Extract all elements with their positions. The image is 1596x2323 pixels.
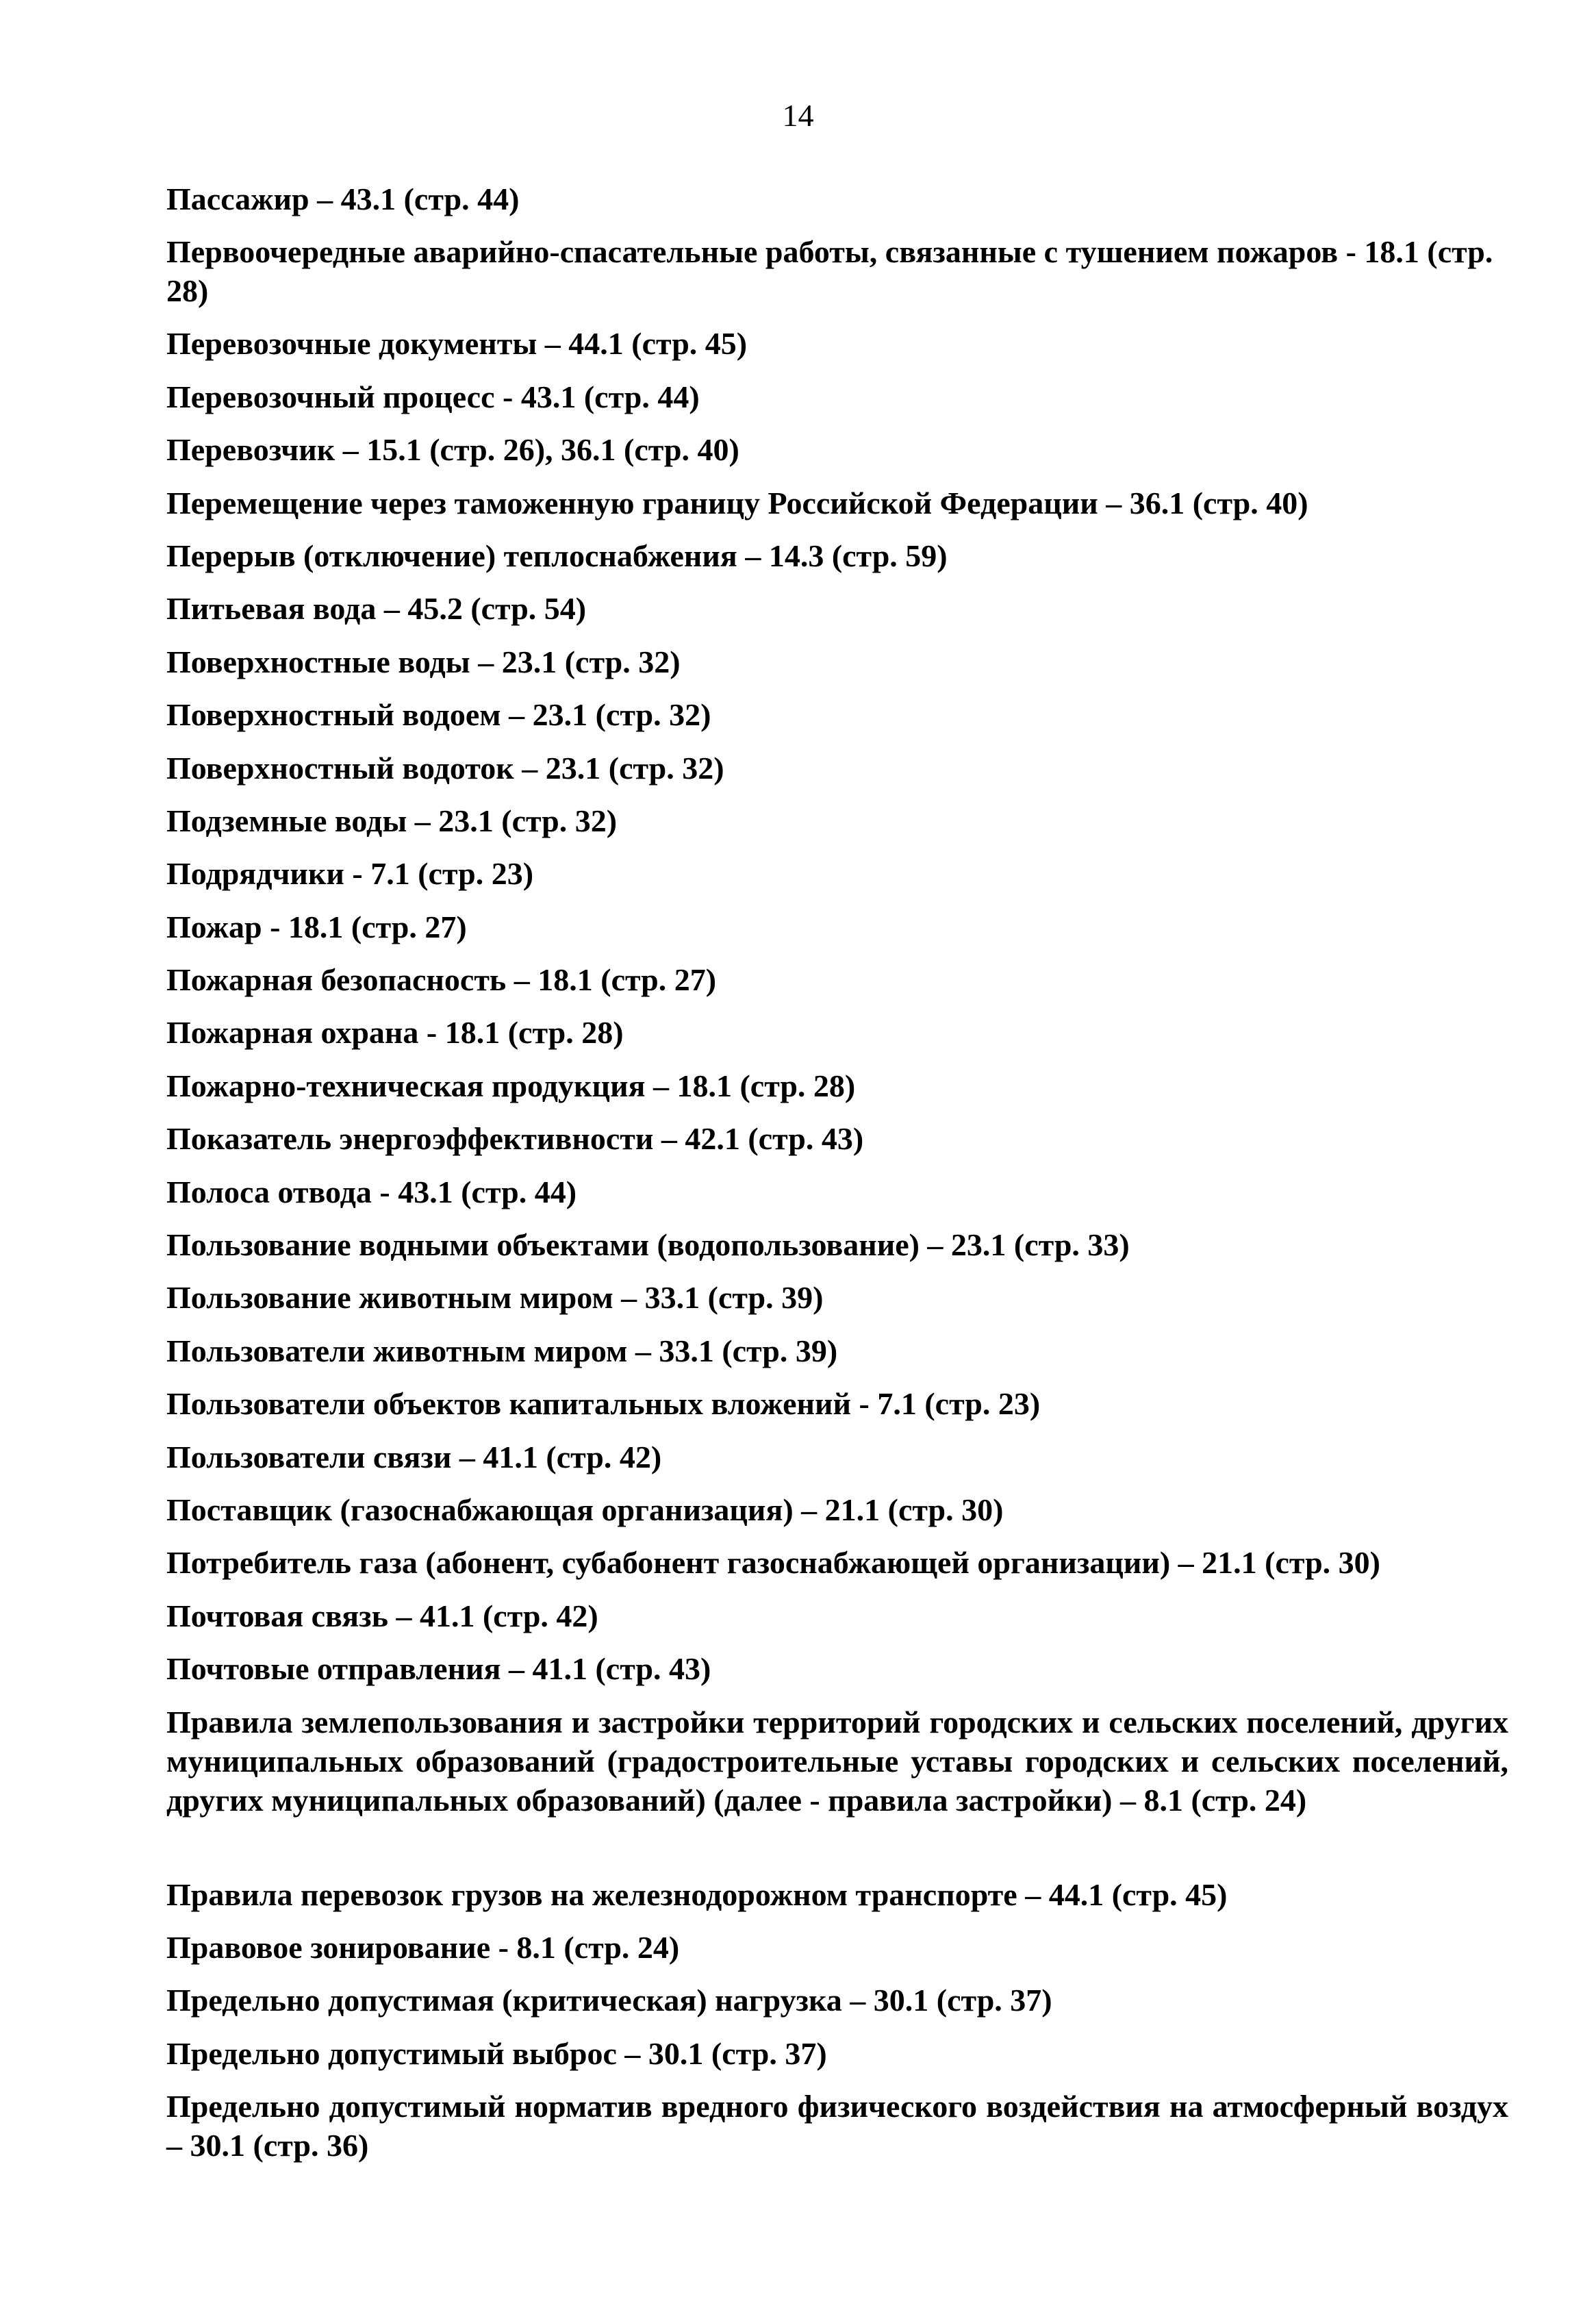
index-entry: Правила землепользования и застройки территорий городских и сельских поселений, других муниципальных образований (градостроительные уставы городских и сельских поселений, других муниципальных образований) (далее - правила застройки) – 8.1 (стр. 24) xyxy=(166,1704,1508,1818)
index-entry: Правила перевозок грузов на железнодорожном транспорте – 44.1 (стр. 45) xyxy=(166,1876,1228,1912)
index-entry: Пожарная охрана - 18.1 (стр. 28) xyxy=(166,1015,624,1051)
index-entry: Перевозчик – 15.1 (стр. 26), 36.1 (стр. 40) xyxy=(166,432,739,468)
index-entries-list xyxy=(166,179,1508,2178)
index-entry: Поставщик (газоснабжающая организация) – 21.1 (стр. 30) xyxy=(166,1492,1004,1527)
index-entry: Поверхностные воды – 23.1 (стр. 32) xyxy=(166,644,681,679)
index-entry: Подрядчики - 7.1 (стр. 23) xyxy=(166,856,534,892)
index-entry: Пользование животным миром – 33.1 (стр. 39) xyxy=(166,1280,824,1316)
index-entry: Поверхностный водоток – 23.1 (стр. 32) xyxy=(166,750,724,786)
index-entry: Подземные воды – 23.1 (стр. 32) xyxy=(166,803,618,838)
index-entry: Перерыв (отключение) теплоснабжения – 14.3 (стр. 59) xyxy=(166,538,948,573)
index-entry: Полоса отвода - 43.1 (стр. 44) xyxy=(166,1174,577,1209)
index-entry: Пожарно-техническая продукция – 18.1 (стр. 28) xyxy=(166,1068,856,1103)
index-entry: Первоочередные аварийно-спасательные работы, связанные с тушением пожаров - 18.1 (стр. 28) xyxy=(166,234,1493,309)
index-entry: Пользователи связи – 41.1 (стр. 42) xyxy=(166,1439,662,1474)
index-entry: Показатель энергоэффективности – 42.1 (стр. 43) xyxy=(166,1121,864,1157)
index-entry: Почтовые отправления – 41.1 (стр. 43) xyxy=(166,1651,711,1687)
index-entry: Потребитель газа (абонент, субабонент газоснабжающей организации) – 21.1 (стр. 30) xyxy=(166,1545,1380,1581)
index-entry: Поверхностный водоем – 23.1 (стр. 32) xyxy=(166,697,711,733)
index-entry: Предельно допустимая (критическая) нагрузка – 30.1 (стр. 37) xyxy=(166,1983,1052,2018)
index-entry: Предельно допустимый выброс – 30.1 (стр. 37) xyxy=(166,2035,827,2071)
index-entry: Пожар - 18.1 (стр. 27) xyxy=(166,909,467,944)
index-entry: Перевозочный процесс - 43.1 (стр. 44) xyxy=(166,379,700,414)
index-entry: Питьевая вода – 45.2 (стр. 54) xyxy=(166,591,587,627)
index-entry: Почтовая связь – 41.1 (стр. 42) xyxy=(166,1598,598,1633)
index-entry: Правовое зонирование - 8.1 (стр. 24) xyxy=(166,1929,680,1965)
index-entry: Пассажир – 43.1 (стр. 44) xyxy=(166,181,520,216)
index-entry: Пользователи животным миром – 33.1 (стр. 39) xyxy=(166,1333,838,1368)
index-entry: Перемещение через таможенную границу Российской Федерации – 36.1 (стр. 40) xyxy=(166,485,1308,520)
index-entry: Пользование водными объектами (водопользование) – 23.1 (стр. 33) xyxy=(166,1227,1130,1263)
index-entry: Пользователи объектов капитальных вложений - 7.1 (стр. 23) xyxy=(166,1386,1041,1422)
index-entry: Предельно допустимый норматив вредного физического воздействия на атмосферный воздух – 30.1 (стр. 36) xyxy=(166,2089,1508,2163)
page-number: 14 xyxy=(782,98,814,133)
index-entry: Пожарная безопасность – 18.1 (стр. 27) xyxy=(166,962,717,998)
index-entry: Перевозочные документы – 44.1 (стр. 45) xyxy=(166,326,748,362)
